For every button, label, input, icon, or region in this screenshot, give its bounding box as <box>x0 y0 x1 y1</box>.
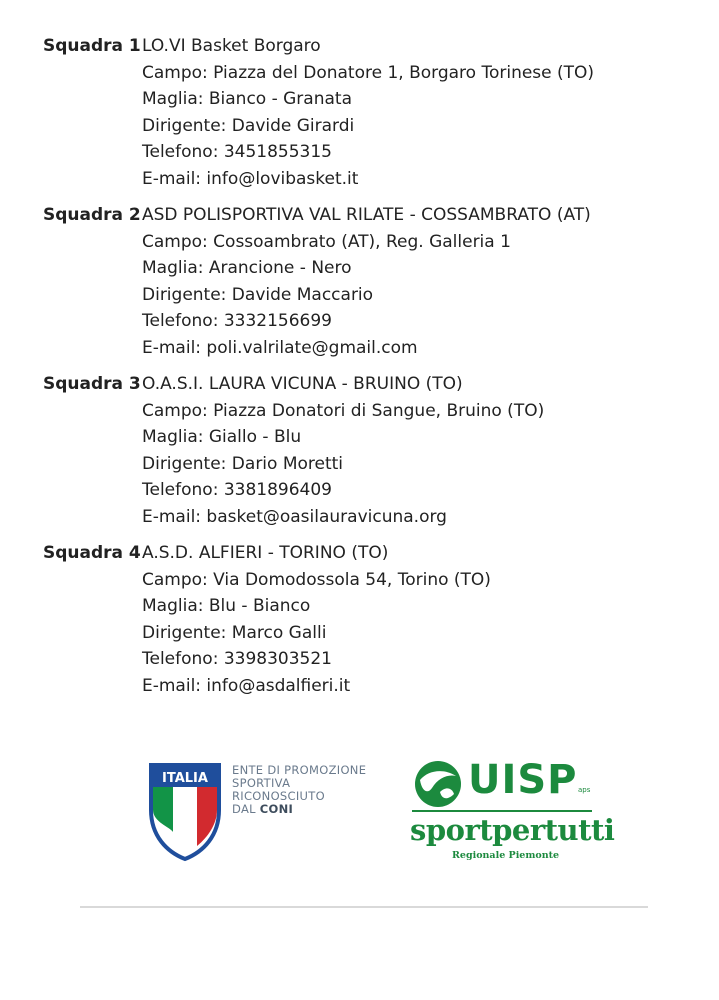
team-campo: Campo: Via Domodossola 54, Torino (TO) <box>142 569 491 590</box>
uisp-aps: aps <box>578 786 591 794</box>
italia-shield-icon <box>148 762 222 862</box>
team-maglia: Maglia: Blu - Bianco <box>142 596 311 616</box>
team-block-2 <box>43 202 703 361</box>
team-campo: Campo: Cossoambrato (AT), Reg. Galleria 1 <box>142 231 511 252</box>
italia-shield-text: ITALIA <box>162 771 208 786</box>
team-telefono: Telefono: 3381896409 <box>142 480 332 500</box>
team-name: ASD POLISPORTIVA VAL RILATE - COSSAMBRATO (AT) <box>142 205 591 225</box>
team-telefono: Telefono: 3451855315 <box>142 142 332 162</box>
team-name: A.S.D. ALFIERI - TORINO (TO) <box>142 543 389 563</box>
uisp-tagline: sportpertutti <box>410 813 615 847</box>
coni-line-4-prefix: DAL <box>232 802 260 816</box>
sponsor-logos <box>80 740 648 908</box>
team-email: E-mail: basket@oasilauravicuna.org <box>142 506 447 527</box>
team-block-3 <box>43 371 703 530</box>
team-maglia: Maglia: Bianco - Granata <box>142 89 352 109</box>
team-email: E-mail: poli.valrilate@gmail.com <box>142 337 418 358</box>
team-dirigente: Dirigente: Davide Maccario <box>142 284 374 305</box>
team-telefono: Telefono: 3332156699 <box>142 311 332 331</box>
team-label: Squadra 1 <box>43 36 141 56</box>
uisp-region: Regionale Piemonte <box>452 850 560 861</box>
uisp-ball-icon <box>410 758 466 810</box>
team-maglia: Maglia: Giallo - Blu <box>142 427 302 447</box>
uisp-wordmark: UISP <box>468 757 578 803</box>
team-email: E-mail: info@asdalfieri.it <box>142 675 351 696</box>
team-name: O.A.S.I. LAURA VICUNA - BRUINO (TO) <box>142 374 463 394</box>
teams-list <box>43 33 703 709</box>
team-campo: Campo: Piazza Donatori di Sangue, Bruino (TO) <box>142 400 545 421</box>
coni-line-3: RICONOSCIUTO <box>232 789 325 803</box>
team-telefono: Telefono: 3398303521 <box>142 649 332 669</box>
team-block-1 <box>43 33 703 192</box>
coni-line-1: ENTE DI PROMOZIONE <box>232 763 367 777</box>
team-maglia: Maglia: Arancione - Nero <box>142 258 352 278</box>
team-dirigente: Dirigente: Davide Girardi <box>142 115 355 136</box>
team-dirigente: Dirigente: Marco Galli <box>142 622 327 643</box>
coni-recognition-text <box>232 764 366 816</box>
team-name: LO.VI Basket Borgaro <box>142 36 321 56</box>
coni-line-4-bold: CONI <box>259 802 294 816</box>
team-label: Squadra 3 <box>43 374 141 394</box>
team-label: Squadra 4 <box>43 543 141 563</box>
team-email: E-mail: info@lovibasket.it <box>142 168 359 189</box>
team-campo: Campo: Piazza del Donatore 1, Borgaro Torinese (TO) <box>142 62 595 83</box>
team-label: Squadra 2 <box>43 205 141 225</box>
team-block-4 <box>43 540 703 699</box>
coni-line-2: SPORTIVA <box>232 776 291 790</box>
team-dirigente: Dirigente: Dario Moretti <box>142 453 344 474</box>
